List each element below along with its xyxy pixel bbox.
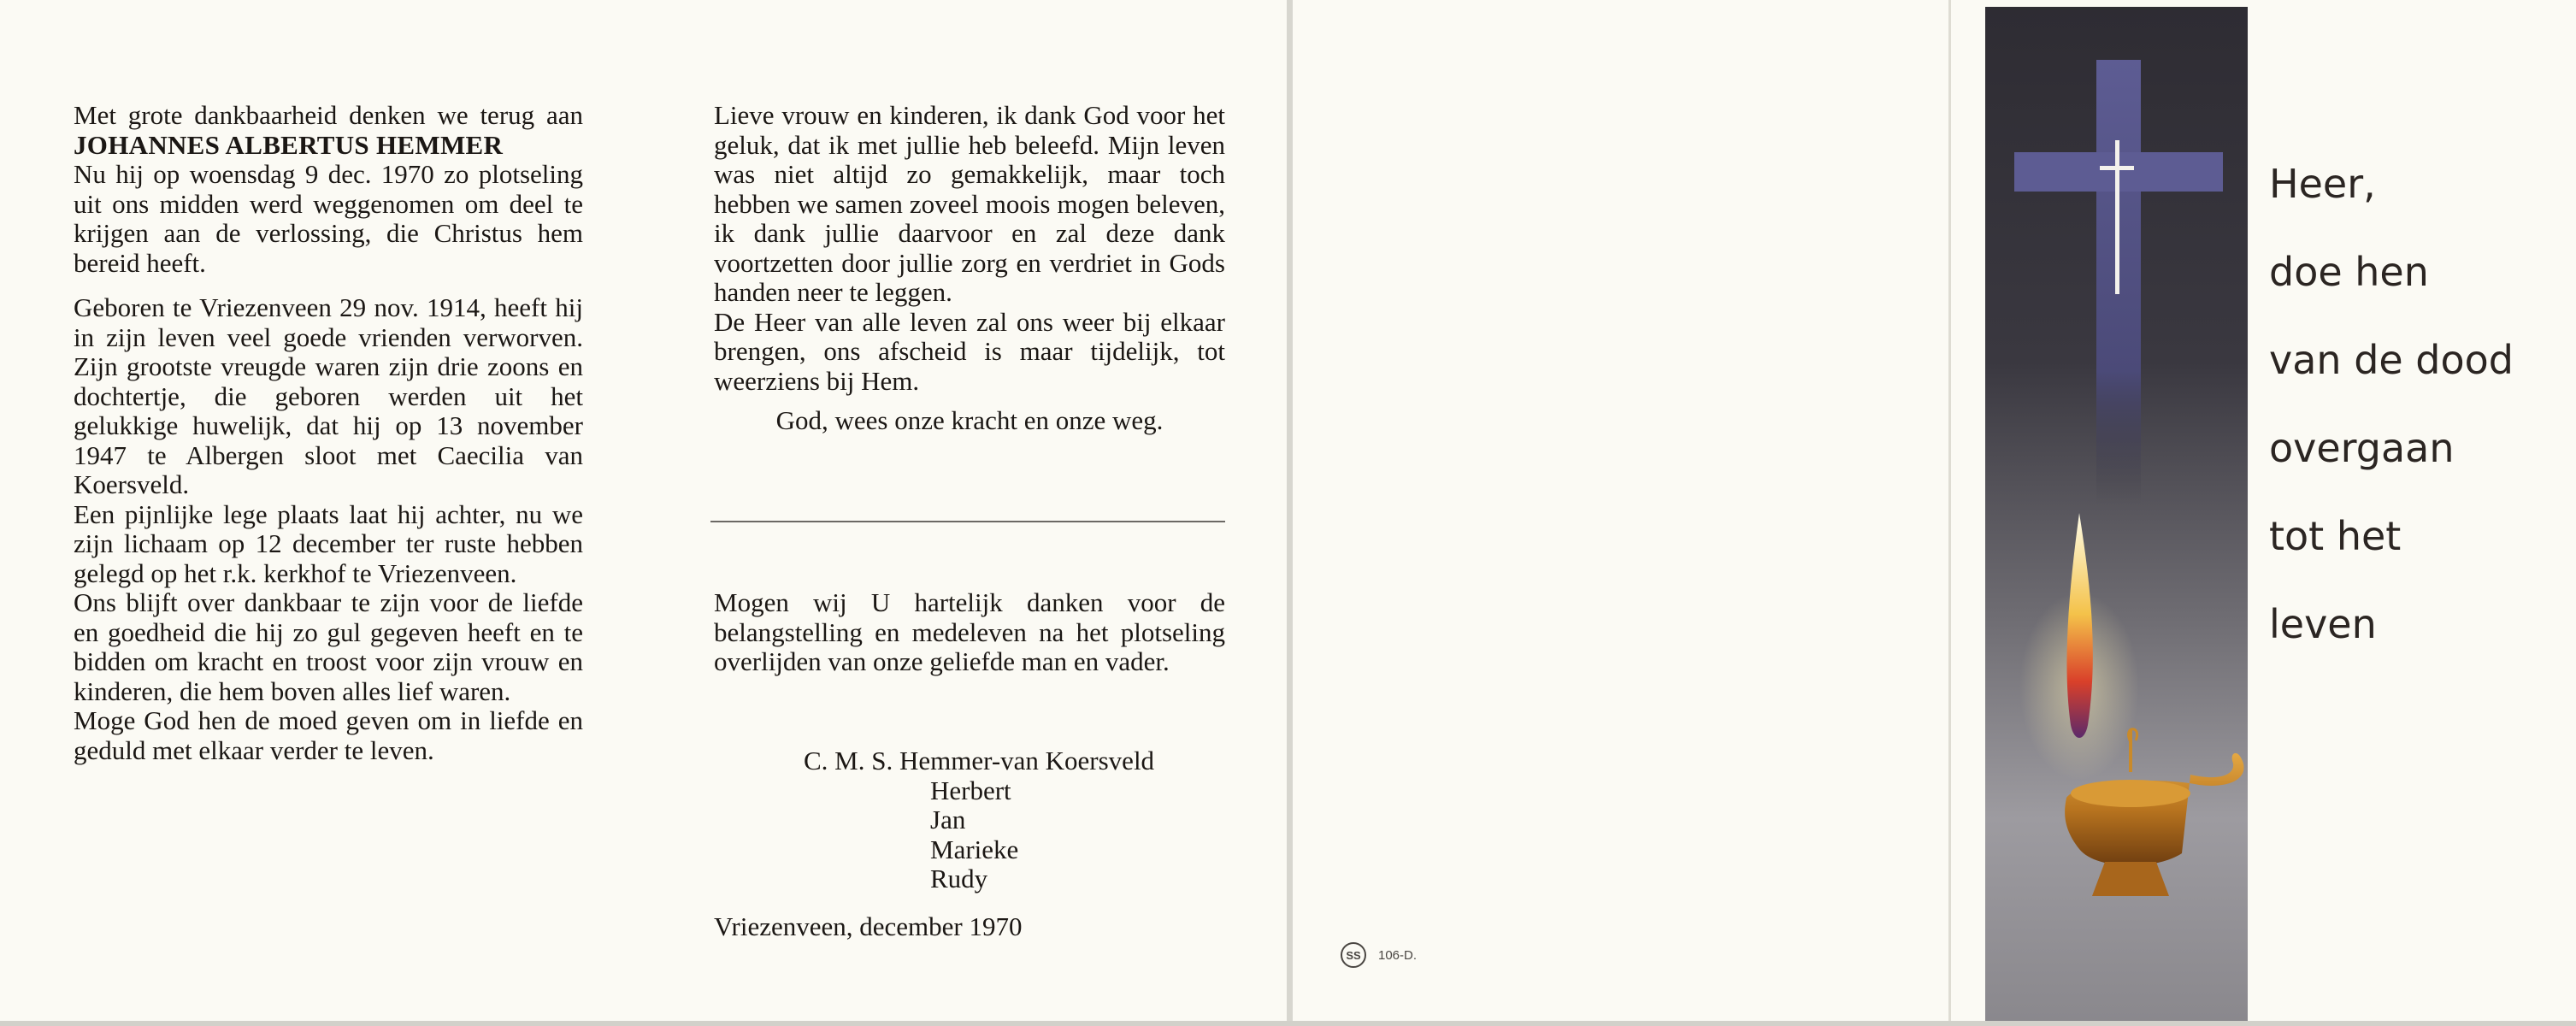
prayer-text: God, wees onze kracht en onze weg. xyxy=(775,405,1164,435)
verse-line: overgaan xyxy=(2269,425,2455,471)
verse-line: tot het xyxy=(2269,513,2402,559)
reunion-text: De Heer van alle leven zal ons weer bij elkaar brengen, ons afscheid is maar tijdelijk, tot weerziens bij Hem. xyxy=(714,306,1225,396)
verse-line: van de dood xyxy=(2269,337,2514,383)
thanks-block xyxy=(714,588,1225,677)
card-gap xyxy=(1287,0,1293,1026)
divider-rule xyxy=(710,521,1225,522)
scan-bottom-edge xyxy=(0,1021,2576,1026)
fold-crease xyxy=(1948,0,1951,1021)
memorial-text-column-2 xyxy=(714,101,1225,436)
family-member: Rudy xyxy=(930,864,988,893)
publisher-logo-icon: SS xyxy=(1341,942,1366,968)
deceased-name: JOHANNES ALBERTUS HEMMER xyxy=(74,129,504,160)
verse-line: doe hen xyxy=(2269,249,2429,295)
farewell-message: Lieve vrouw en kinderen, ik dank God voor het geluk, dat ik met jullie heb beleefd. Mijn leven was niet altijd zo gemakkelijk, maar toch hebben we samen zoveel moois mogen beleven, ik dank jullie daarvoor en zal deze dank voortzetten door jullie zorg en verdriet in Gods handen neer te leggen. xyxy=(714,100,1225,307)
place-date: Vriezenveen, december 1970 xyxy=(714,911,1023,941)
family-member: C. M. S. Hemmer-van Koersveld xyxy=(804,746,1155,775)
publisher-mark xyxy=(1341,942,1417,968)
place-date-block xyxy=(714,912,1225,942)
family-member: Jan xyxy=(930,805,966,834)
family-member: Herbert xyxy=(930,775,1011,805)
memorial-text-column-1 xyxy=(74,101,583,765)
life-paragraph-2: Een pijnlijke lege plaats laat hij achter, nu we zijn lichaam op 12 december ter ruste hebben gelegd op het r.k. kerkhof te Vriezenveen. xyxy=(74,498,583,588)
thanks-text: Mogen wij U hartelijk danken voor de belangstelling en medeleven na het plotseling overlijden van onze geliefde man en vader. xyxy=(714,587,1225,676)
death-paragraph: Nu hij op woensdag 9 dec. 1970 zo plotseling uit ons midden werd weggenomen om deel te krijgen aan de verlossing, die Christus hem bereid heeft. xyxy=(74,159,583,278)
family-member: Marieke xyxy=(930,834,1019,864)
life-paragraph-3: Ons blijft over dankbaar te zijn voor de liefde en goedheid die hij zo gul gegeven heeft en te bidden om kracht en troost voor zijn vrouw en kinderen, die hem boven alles lief waren. xyxy=(74,587,583,706)
life-paragraph-4: Moge God hen de moed geven om in liefde en geduld met elkaar verder te leven. xyxy=(74,705,583,765)
publisher-code: 106-D. xyxy=(1378,947,1418,963)
artwork-strip xyxy=(1985,7,2248,1021)
intro-text: Met grote dankbaarheid denken we terug aan xyxy=(74,100,583,130)
scripture-verse xyxy=(2269,161,2560,693)
family-signature xyxy=(804,746,1248,894)
verse-line: Heer, xyxy=(2269,161,2376,207)
life-paragraph-1: Geboren te Vriezenveen 29 nov. 1914, heeft hij in zijn leven veel goede vrienden verworven. Zijn grootste vreugde waren zijn drie zoons en dochtertje, die geboren werden uit het gelukkige huwelijk, dat hij op 13 november 1947 te Albergen sloot met Caecilia van Koersveld. xyxy=(74,292,583,499)
verse-line: leven xyxy=(2269,601,2377,647)
